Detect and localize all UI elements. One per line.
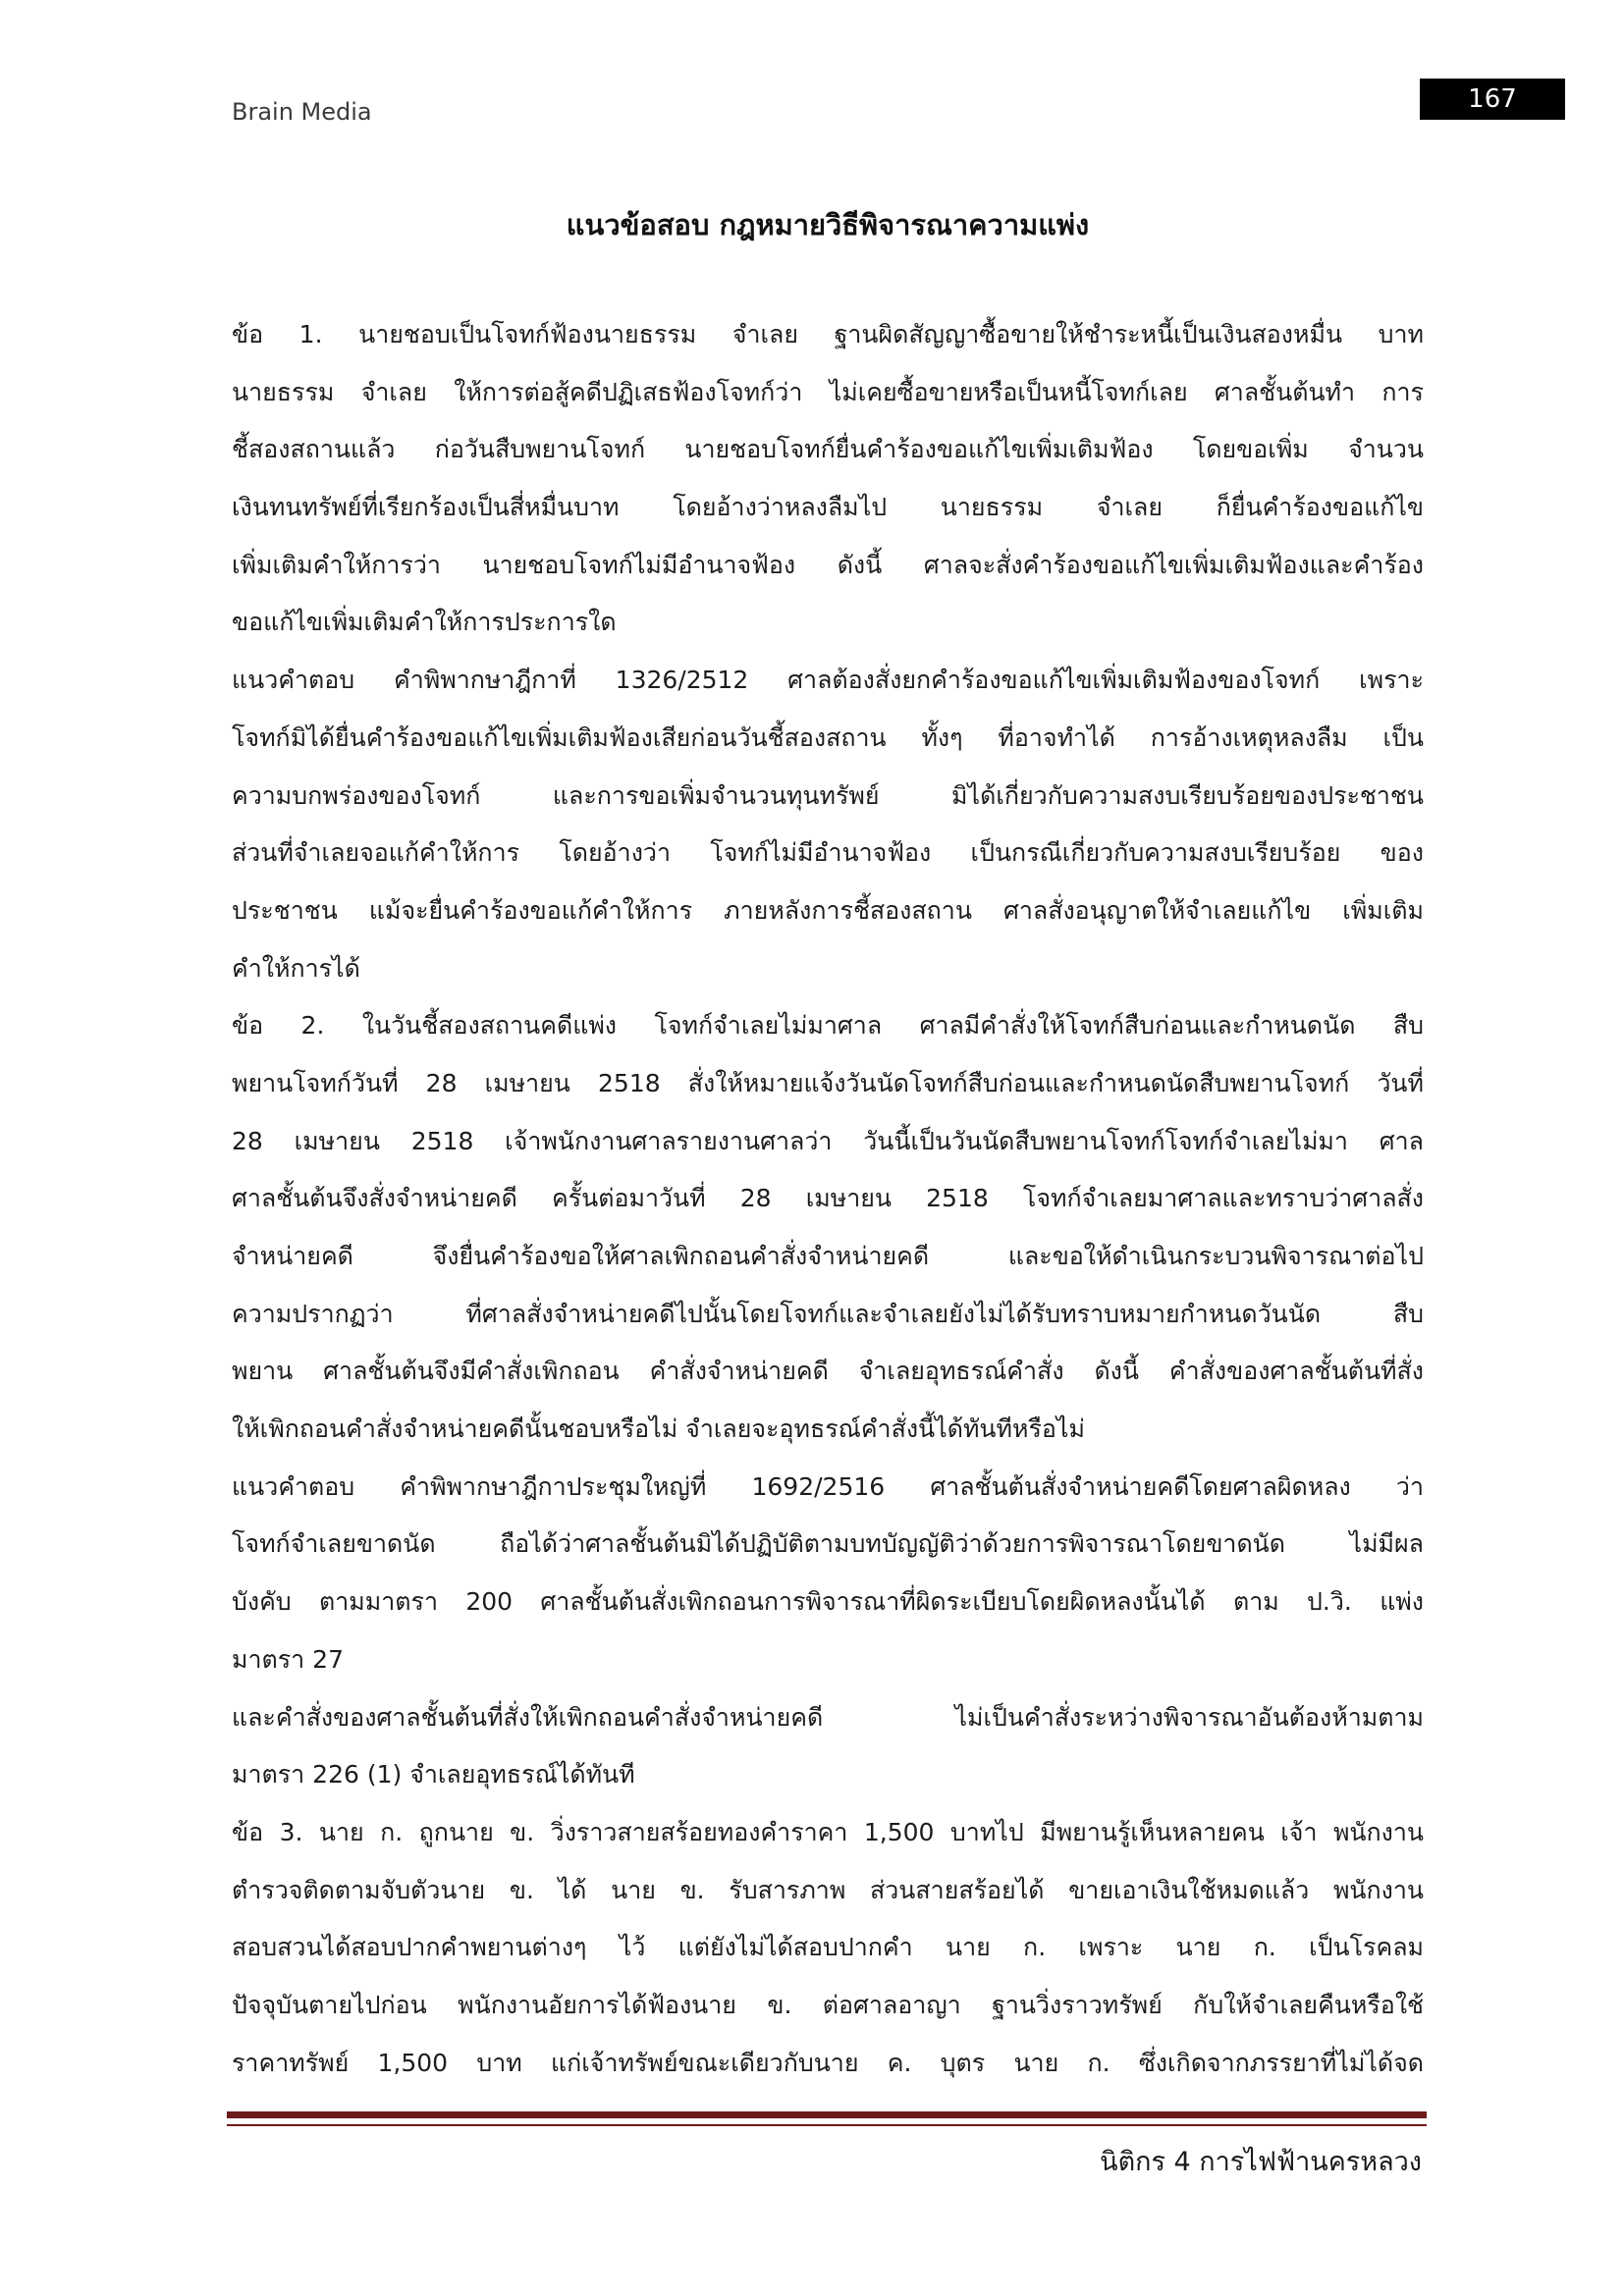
body-line: ส่วนที่จำเลยจอแก้คำให้การ โดยอ้างว่า โจทก์ไม่มีอำนาจฟ้อง เป็นกรณีเกี่ยวกับความสงบเรียบร้อย ของ (232, 838, 1424, 868)
body-line: ข้อ 3. นาย ก. ถูกนาย ข. วิ่งราวสายสร้อยทองคำราคา 1,500 บาทไป มีพยานรู้เห็นหลายคน เจ้า พนักงาน (232, 1817, 1424, 1846)
document-body (232, 306, 1424, 2092)
body-line: สอบสวนได้สอบปากคำพยานต่างๆ ไว้ แต่ยังไม่ได้สอบปากคำ นาย ก. เพราะ นาย ก. เป็นโรคลม (232, 1933, 1424, 1962)
footer-text: นิติกร 4 การไฟฟ้านครหลวง (1100, 2147, 1422, 2177)
body-line: เงินทนทรัพย์ที่เรียกร้องเป็นสี่หมื่นบาท โดยอ้างว่าหลงลืมไป นายธรรม จำเลย ก็ยื่นคำร้องขอแก้ไข (232, 493, 1424, 522)
body-line: นายธรรม จำเลย ให้การต่อสู้คดีปฏิเสธฟ้องโจทก์ว่า ไม่เคยซื้อขายหรือเป็นหนี้โจทก์เลย ศาลชั้นต้นทำ การ (232, 377, 1424, 406)
body-line: พยานโจทก์วันที่ 28 เมษายน 2518 สั่งให้หมายแจ้งวันนัดโจทก์สืบก่อนและกำหนดนัดสืบพยานโจทก์ วันที่ (232, 1068, 1424, 1097)
body-line: ความบกพร่องของโจทก์ และการขอเพิ่มจำนวนทุนทรัพย์ มิได้เกี่ยวกับความสงบเรียบร้อยของประชาชน (232, 780, 1424, 810)
body-line: ข้อ 1. นายชอบเป็นโจทก์ฟ้องนายธรรม จำเลย ฐานผิดสัญญาซื้อขายให้ชำระหนี้เป็นเงินสองหมื่น บาท (232, 320, 1424, 348)
body-line: ปัจจุบันตายไปก่อน พนักงานอัยการได้ฟ้องนาย ข. ต่อศาลอาญา ฐานวิ่งราวทรัพย์ กับให้จำเลยคืนหรือใช้ (232, 1990, 1424, 2019)
body-line: โจทก์มิได้ยื่นคำร้องขอแก้ไขเพิ่มเติมฟ้องเสียก่อนวันชี้สองสถาน ทั้งๆ ที่อาจทำได้ การอ้างเหตุหลงลืม เป็น (232, 722, 1424, 752)
body-line: ความปรากฏว่า ที่ศาลสั่งจำหน่ายคดีไปนั้นโดยโจทก์และจำเลยยังไม่ได้รับทราบหมายกำหนดวันนัด สืบ (232, 1299, 1424, 1328)
body-line: โจทก์จำเลยขาดนัด ถือได้ว่าศาลชั้นต้นมิได้ปฏิบัติตามบทบัญญัติว่าด้วยการพิจารณาโดยขาดนัด ไม่มีผล (232, 1529, 1424, 1559)
body-line: ประชาชน แม้จะยื่นคำร้องขอแก้คำให้การ ภายหลังการชี้สองสถาน ศาลสั่งอนุญาตให้จำเลยแก้ไข เพิ่มเติม (232, 895, 1424, 925)
body-line: ให้เพิกถอนคำสั่งจำหน่ายคดีนั้นชอบหรือไม่ จำเลยจะอุทธรณ์คำสั่งนี้ได้ทันทีหรือไม่ (232, 1415, 1085, 1444)
footer-divider-thin (227, 2124, 1427, 2126)
body-line: บังคับ ตามมาตรา 200 ศาลชั้นต้นสั่งเพิกถอนการพิจารณาที่ผิดระเบียบโดยผิดหลงนั้นได้ ตาม ป.วิ. แพ่ง (232, 1587, 1424, 1617)
body-line: จำหน่ายคดี จึงยื่นคำร้องขอให้ศาลเพิกถอนคำสั่งจำหน่ายคดี และขอให้ดำเนินกระบวนพิจารณาต่อไป (232, 1242, 1424, 1270)
body-line: คำให้การได้ (232, 953, 360, 983)
body-line: มาตรา 226 (1) จำเลยอุทธรณ์ได้ทันที (232, 1760, 635, 1789)
body-line: และคำสั่งของศาลชั้นต้นที่สั่งให้เพิกถอนคำสั่งจำหน่ายคดี ไม่เป็นคำสั่งระหว่างพิจารณาอันต้องห้ามตาม (232, 1702, 1424, 1732)
body-line: เพิ่มเติมคำให้การว่า นายชอบโจทก์ไม่มีอำนาจฟ้อง ดังนี้ ศาลจะสั่งคำร้องขอแก้ไขเพิ่มเติมฟ้องและคำร้อง (232, 550, 1424, 579)
body-line: ข้อ 2. ในวันชี้สองสถานคดีแพ่ง โจทก์จำเลยไม่มาศาล ศาลมีคำสั่งให้โจทก์สืบก่อนและกำหนดนัด สืบ (232, 1011, 1424, 1041)
body-line: ศาลชั้นต้นจึงสั่งจำหน่ายคดี ครั้นต่อมาวันที่ 28 เมษายน 2518 โจทก์จำเลยมาศาลและทราบว่าศาลสั่ง (232, 1184, 1424, 1213)
page-number-badge: 167 (1420, 79, 1565, 120)
body-line: ตำรวจติดตามจับตัวนาย ข. ได้ นาย ข. รับสารภาพ ส่วนสายสร้อยได้ ขายเอาเงินใช้หมดแล้ว พนักงาน (232, 1875, 1424, 1904)
body-line: พยาน ศาลชั้นต้นจึงมีคำสั่งเพิกถอน คำสั่งจำหน่ายคดี จำเลยอุทธรณ์คำสั่ง ดังนี้ คำสั่งของศาลชั้นต้นที่สั่ง (232, 1357, 1424, 1386)
body-line: ชี้สองสถานแล้ว ก่อวันสืบพยานโจทก์ นายชอบโจทก์ยื่นคำร้องขอแก้ไขเพิ่มเติมฟ้อง โดยขอเพิ่ม จำนวน (232, 435, 1424, 464)
footer-divider-thick (227, 2111, 1427, 2118)
document-title: แนวข้อสอบ กฎหมายวิธีพิจารณาความแพ่ง (566, 208, 1090, 241)
body-line: แนวคำตอบ คำพิพากษาฎีกาที่ 1326/2512 ศาลต้องสั่งยกคำร้องขอแก้ไขเพิ่มเติมฟ้องของโจทก์ เพราะ (232, 666, 1424, 695)
header-brand: Brain Media (232, 98, 372, 126)
body-line: 28 เมษายน 2518 เจ้าพนักงานศาลรายงานศาลว่า วันนี้เป็นวันนัดสืบพยานโจทก์โจทก์จำเลยไม่มา ศาล (232, 1126, 1424, 1155)
body-line: มาตรา 27 (232, 1644, 344, 1674)
body-line: แนวคำตอบ คำพิพากษาฎีกาประชุมใหญ่ที่ 1692/2516 ศาลชั้นต้นสั่งจำหน่ายคดีโดยศาลผิดหลง ว่า (232, 1471, 1424, 1501)
body-line: ราคาทรัพย์ 1,500 บาท แก่เจ้าทรัพย์ขณะเดียวกับนาย ค. บุตร นาย ก. ซึ่งเกิดจากภรรยาที่ไม่ได้จด (232, 2048, 1424, 2077)
body-line: ขอแก้ไขเพิ่มเติมคำให้การประการใด (232, 608, 617, 637)
